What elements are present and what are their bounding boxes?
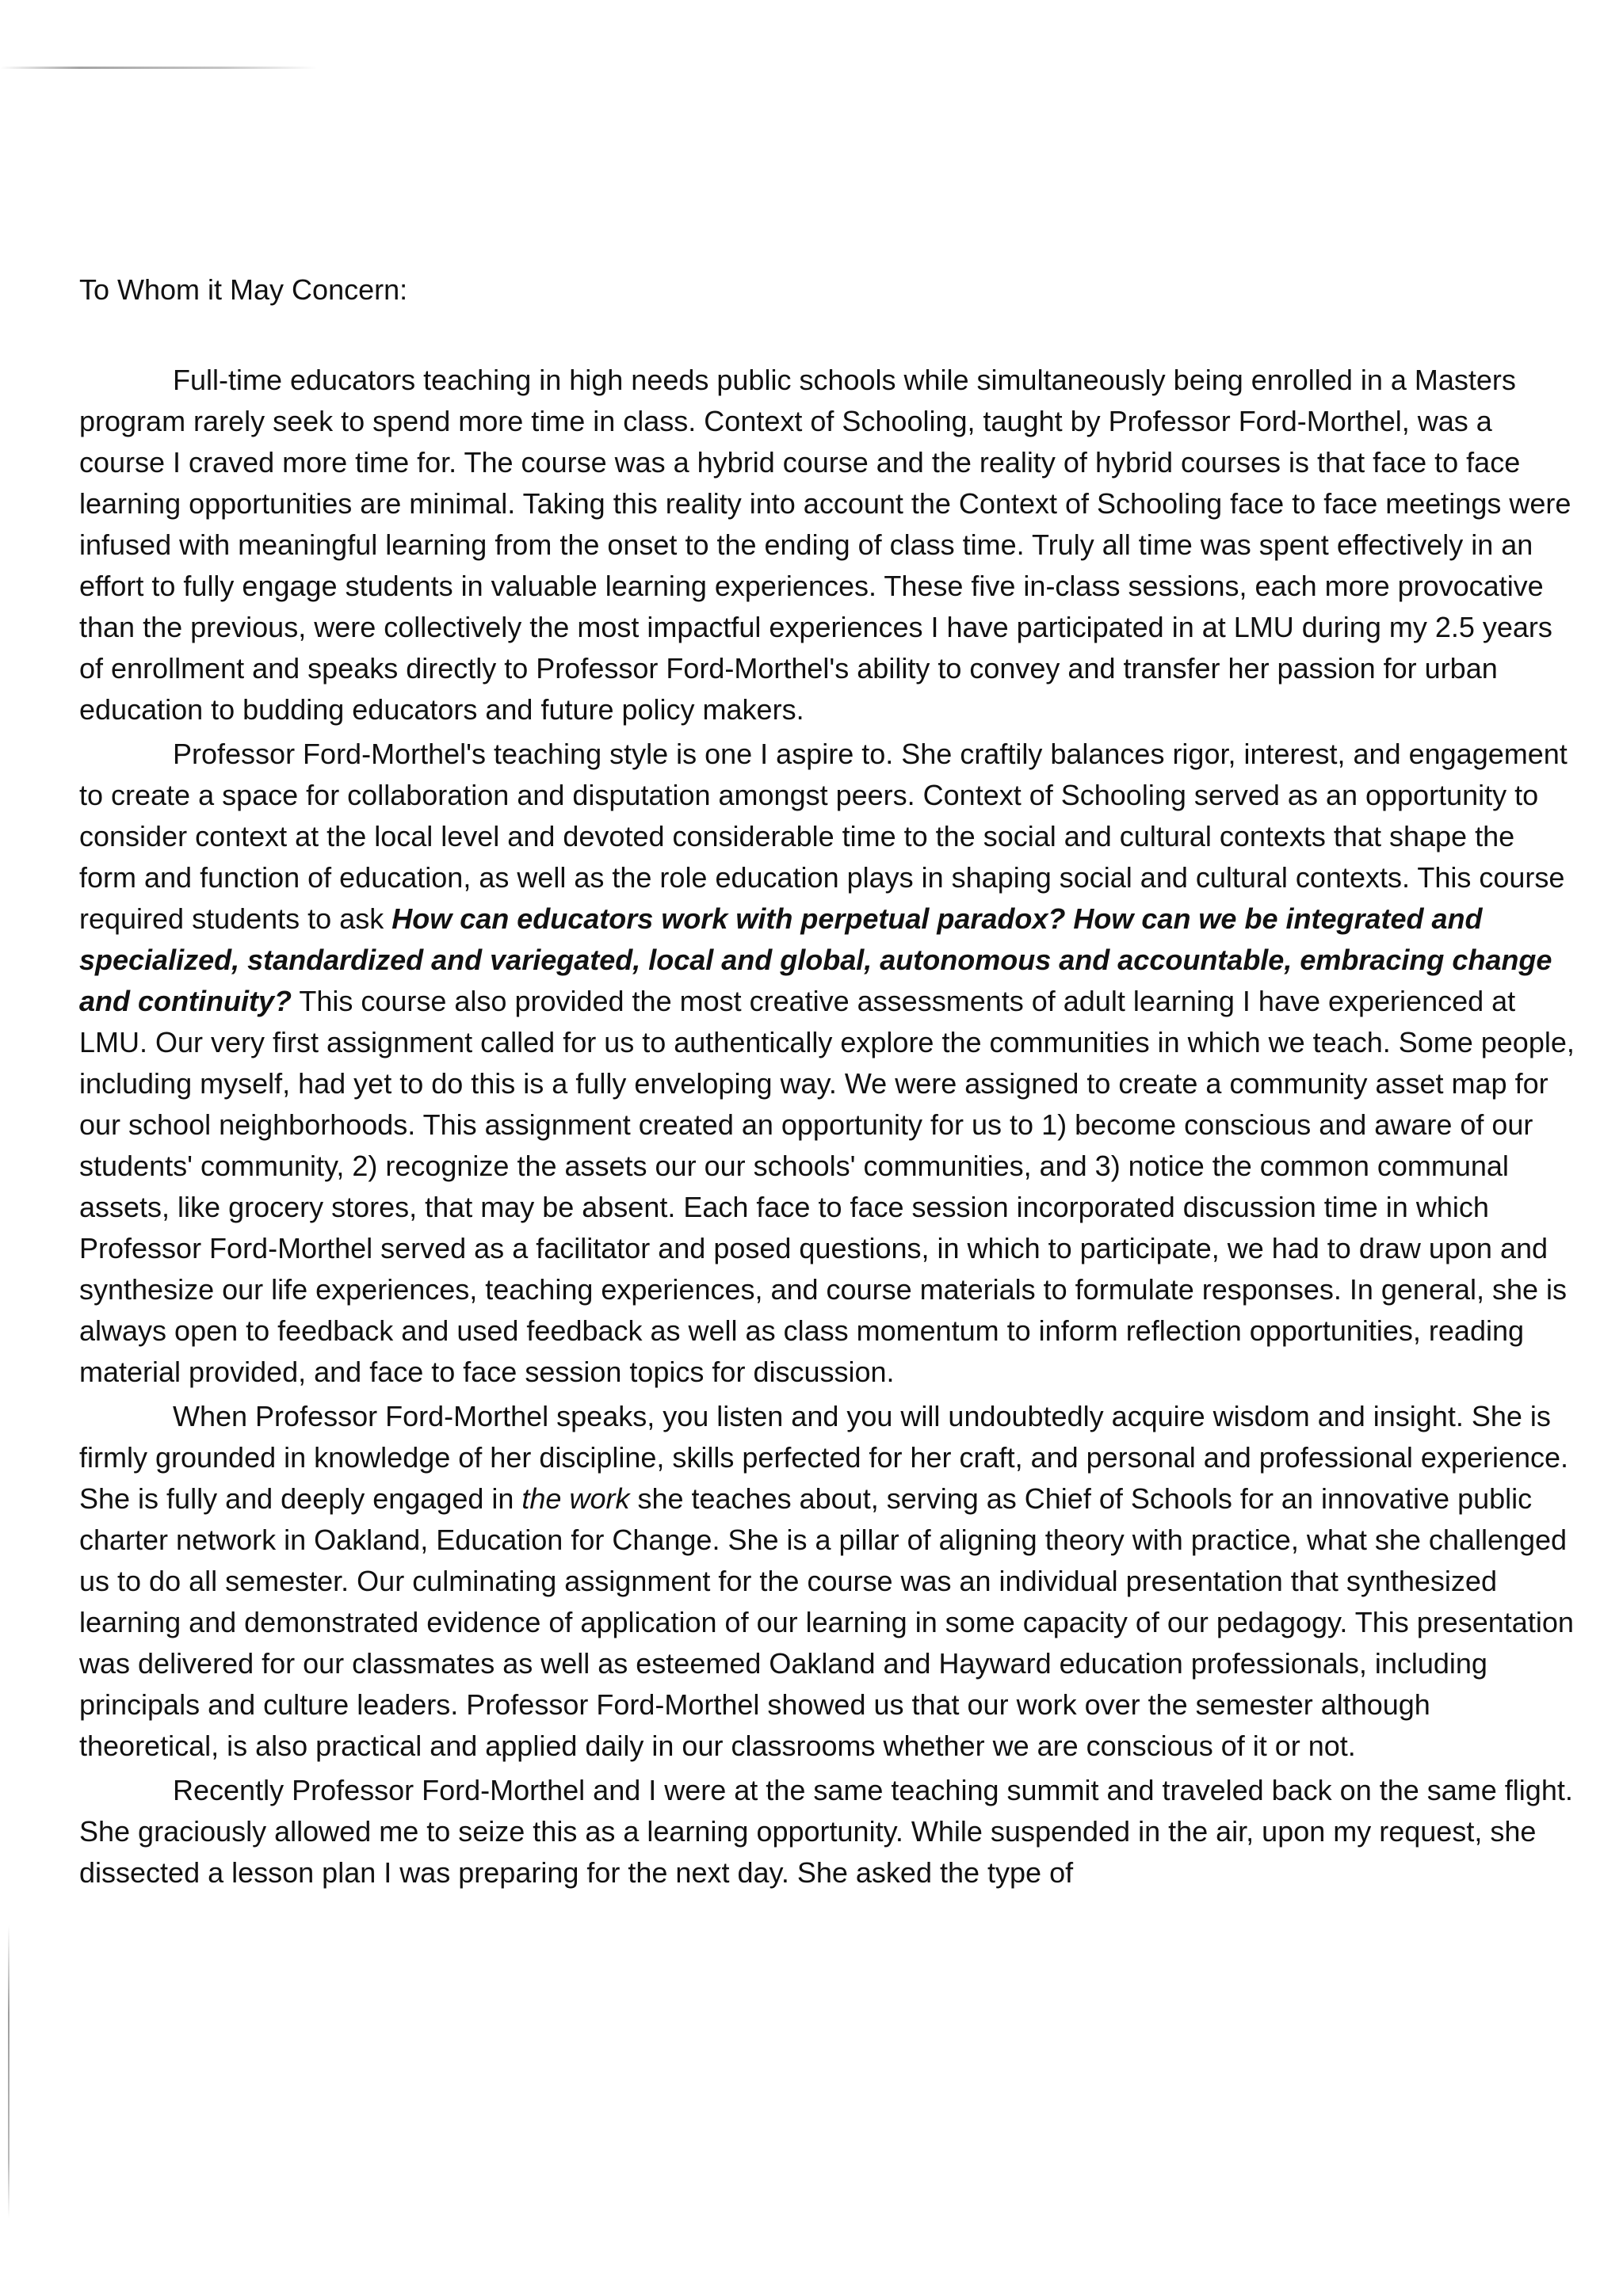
paragraph-2 xyxy=(79,734,1577,1393)
paragraph-3 xyxy=(79,1396,1577,1767)
letter-salutation: To Whom it May Concern: xyxy=(79,273,408,306)
paragraph-2-emphasis: How can educators work with perpetual paradox? How can we be integrated and specialized, standardized and variegated, local and global, autonomous and accountable, embracing change and continuity? xyxy=(79,902,1552,1017)
scan-artifact-left-edge xyxy=(8,1925,10,2218)
paragraph-2-text-end: This course also provided the most creative assessments of adult learning I have experienced at LMU. Our very first assignment called for us to authentically explore the communities in which we teach. Some people, including myself, had yet to do this is a fully enveloping way. We were assigned to create a community asset map for our school neighborhoods. This assignment created an opportunity for us to 1) become conscious and aware of our students' community, 2) recognize the assets our our schools' communities, and 3) notice the common communal assets, like grocery stores, that may be absent. Each face to face session incorporated discussion time in which Professor Ford-Morthel served as a facilitator and posed questions, in which to participate, we had to draw upon and synthesize our life experiences, teaching experiences, and course materials to formulate responses. In general, she is always open to feedback and used feedback as well as class momentum to inform reflection opportunities, reading material provided, and face to face session topics for discussion. xyxy=(79,985,1575,1388)
paragraph-3-text-end: she teaches about, serving as Chief of Schools for an innovative public charter network in Oakland, Education for Change. She is a pillar of aligning theory with practice, what she challenged us to do all semester. Our culminating assignment for the course was an individual presentation that synthesized learning and demonstrated evidence of application of our learning in some capacity of our pedagogy. This presentation was delivered for our classmates as well as esteemed Oakland and Hayward education professionals, including principals and culture leaders. Professor Ford-Morthel showed us that our work over the semester although theoretical, is also practical and applied daily in our classrooms whether we are conscious of it or not. xyxy=(79,1482,1574,1762)
paragraph-1: Full-time educators teaching in high needs public schools while simultaneously being enrolled in a Masters program rarely seek to spend more time in class. Context of Schooling, taught by Professor Ford-Morthel, was a course I craved more time for. The course was a hybrid course and the reality of hybrid courses is that face to face learning opportunities are minimal. Taking this reality into account the Context of Schooling face to face meetings were infused with meaningful learning from the onset to the ending of class time. Truly all time was spent effectively in an effort to fully engage students in valuable learning experiences. These five in-class sessions, each more provocative than the previous, were collectively the most impactful experiences I have participated in at LMU during my 2.5 years of enrollment and speaks directly to Professor Ford-Morthel's ability to convey and transfer her passion for urban education to budding educators and future policy makers. xyxy=(79,364,1571,726)
paragraph-2-text-start: Professor Ford-Morthel's teaching style is one I aspire to. She craftily balances rigor, interest, and engagement to create a space for collaboration and disputation amongst peers. Context of Schooling served as an opportunity to consider context at the local level and devoted considerable time to the social and cultural contexts that shape the form and function of education, as well as the role education plays in shaping social and cultural contexts. This course required students to ask xyxy=(79,738,1568,935)
paragraph-3-italic: the work xyxy=(521,1482,630,1515)
paragraph-3-text-start: When Professor Ford-Morthel speaks, you listen and you will undoubtedly acquire wisdom and insight. She is firmly grounded in knowledge of her discipline, skills perfected for her craft, and personal and professional experience. She is fully and deeply engaged in xyxy=(79,1400,1569,1515)
letter-body xyxy=(79,269,1577,1894)
scan-artifact-top xyxy=(0,67,317,69)
paragraph-4: Recently Professor Ford-Morthel and I were at the same teaching summit and traveled back on the same flight. She graciously allowed me to seize this as a learning opportunity. While suspended in the air, upon my request, she dissected a lesson plan I was preparing for the next day. She asked the type of xyxy=(79,1774,1573,1889)
